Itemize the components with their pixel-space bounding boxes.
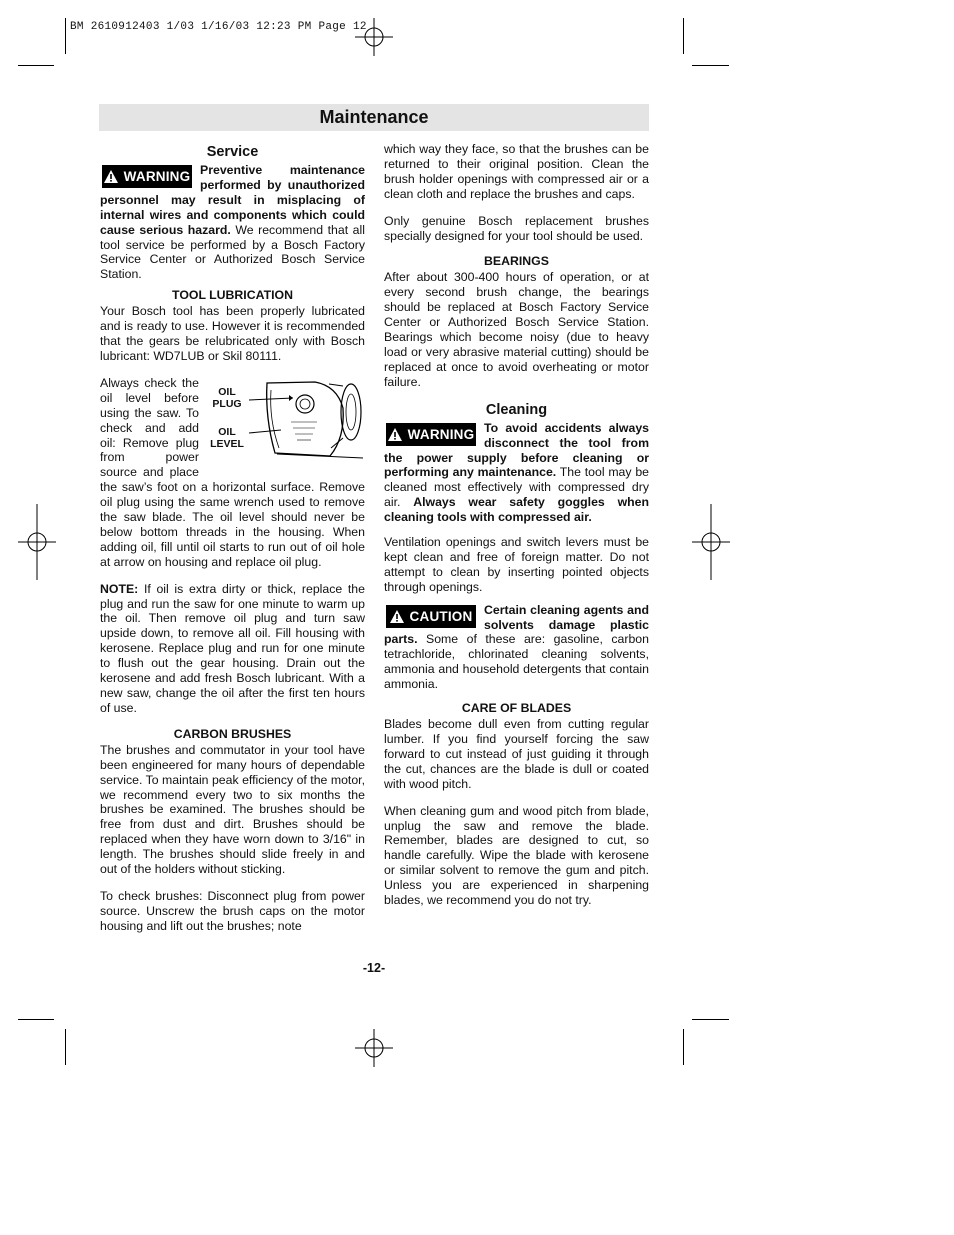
warning-triangle-icon xyxy=(104,170,118,183)
crop-mark xyxy=(683,18,684,54)
cleaning-caution-bold: Certain cleaning agents and solvents damage plastic parts. xyxy=(384,602,649,647)
care-of-blades-para2: When cleaning gum and wood pitch from blade, unplug the saw and remove the blade. Remember, blades are designed to cut, so handle carefully. Wipe the blade with kerosene or similar solvent to remove the gum and pitch. Unless you are experienced in sharpening blades, we recommend you do not try. xyxy=(384,803,649,908)
warning-badge xyxy=(386,423,476,446)
registration-mark xyxy=(692,504,730,580)
page-title: Maintenance xyxy=(99,104,649,131)
service-heading: Service xyxy=(206,144,259,160)
service-warning-bold: Preventive maintenance performed by unauthorized personnel may result in misplacing of internal wires and components which could cause serious hazard. xyxy=(100,163,365,237)
registration-mark xyxy=(355,18,393,56)
service-warning-paragraph xyxy=(100,163,365,282)
warning-badge xyxy=(102,165,192,188)
cleaning-warning-paragraph xyxy=(384,421,649,525)
crop-mark xyxy=(692,1019,729,1020)
warning-label: WARNING xyxy=(123,169,191,184)
carbon-brushes-para2-start: To check brushes: Disconnect plug from power source. Unscrew the brush caps on the motor housing and lift out the brushes; note xyxy=(100,888,365,933)
bearings-para1: After about 300-400 hours of operation, or at every second brush change, the bearings should be replaced at Bosch Factory Service Center or Authorized Bosch Service Station. Bearings which become noisy (due to heavy load or very abrasive material cutting) should be replaced at once to avoid overheating or motor failure. xyxy=(384,270,649,389)
right-column xyxy=(384,142,649,914)
cleaning-warning-bold2: Always wear safety goggles when cleaning tools with compressed air. xyxy=(384,495,649,525)
crop-mark xyxy=(18,65,54,66)
print-slug-line: BM 2610912403 1/03 1/16/03 12:23 PM Page 12 xyxy=(70,21,367,33)
crop-mark xyxy=(65,1029,66,1065)
note-label: NOTE: xyxy=(100,581,139,596)
cleaning-caution-paragraph xyxy=(384,603,649,692)
registration-mark xyxy=(18,504,56,580)
warning-triangle-icon xyxy=(388,428,402,441)
left-column xyxy=(100,143,365,934)
care-of-blades-heading: CARE OF BLADES xyxy=(461,701,572,716)
crop-mark xyxy=(65,18,66,54)
gear-housing-illustration xyxy=(205,378,365,466)
cleaning-warning-text: The tool may be cleaned most effectively with compressed dry air. xyxy=(384,465,649,510)
carbon-brushes-para1: The brushes and commutator in your tool have been engineered for many hours of dependable service. To maintain peak efficiency of the motor, we recommend every two to six months the brushes be examined. The brushes should be free from dust and dirt. Brushes should be replaced when they have worn down to 3/16" in length. The brushes should slide freely in and out of the holders without sticking. xyxy=(100,742,365,877)
carbon-brushes-heading: CARBON BRUSHES xyxy=(173,726,292,741)
oil-level-figure xyxy=(205,378,365,466)
cleaning-heading: Cleaning xyxy=(485,401,548,418)
warning-label: WARNING xyxy=(407,426,475,442)
tool-lubrication-para2 xyxy=(100,376,365,570)
caution-label: CAUTION xyxy=(409,608,473,624)
carbon-brushes-para2-continued: which way they face, so that the brushes can be returned to their original position. Clean the brush holder openings with compressed air or a clean cloth and replace the brushes and caps. xyxy=(384,142,649,201)
oil-level-label: OIL LEVEL xyxy=(210,425,244,450)
tool-lubrication-para2-text: Always check the oil level before using the saw. To check and add oil: Remove plug from power source and place the saw’s foot on a horizontal surface. Remove oil plug using the same wrench used to remove the saw blade. The oil level should never be below bottom threads in the housing. When adding oil, fill until oil starts to run out of oil hole at arrow on housing and replace oil plug. xyxy=(100,375,365,569)
note-text: If oil is extra dirty or thick, replace the plug and run the saw for one minute to warm up the oil. Then remove oil plug and turn saw upside down, to remove all oil. Fill housing with kerosene. Replace plug and run for one minute to flush out the gear housing. Drain out the kerosene and add fresh Bosch lubricant. With a new saw, change the oil after the first ten hours of use. xyxy=(100,581,365,715)
caution-badge xyxy=(386,605,476,628)
registration-mark xyxy=(355,1029,393,1067)
care-of-blades-para1: Blades become dull even from cutting regular lumber. If you find yourself forcing the saw forward to cut instead of just guiding it through the cut, chances are the blade is dull or coated with wood pitch. xyxy=(384,717,649,791)
cleaning-para2: Ventilation openings and switch levers must be kept clean and free of foreign matter. Do not attempt to clean by inserting pointed objects through openings. xyxy=(384,535,649,594)
cleaning-caution-text: Some of these are: gasoline, carbon tetrachloride, chlorinated cleaning solvents, ammonia and household detergents that contain ammonia. xyxy=(384,632,649,692)
tool-lubrication-para1: Your Bosch tool has been properly lubricated and is ready to use. However it is recommended that the gears be relubricated only with Bosch lubricant: WD7LUB or Skil 80111. xyxy=(100,304,365,363)
oil-plug-label: OIL PLUG xyxy=(212,385,242,410)
crop-mark xyxy=(692,65,729,66)
note-paragraph xyxy=(100,582,365,716)
tool-lubrication-heading: TOOL LUBRICATION xyxy=(172,288,293,303)
crop-mark xyxy=(683,1029,684,1065)
cleaning-warning-bold: To avoid accidents always disconnect the tool from the power supply before cleaning or performing any maintenance. xyxy=(384,420,649,480)
warning-triangle-icon xyxy=(390,610,404,623)
bearings-heading: BEARINGS xyxy=(484,254,549,269)
crop-mark xyxy=(18,1019,54,1020)
service-warning-text: We recommend that all tool service be performed by a Bosch Factory Service Center or Authorized Bosch Service Station. xyxy=(100,222,365,282)
carbon-brushes-para3: Only genuine Bosch replacement brushes specially designed for your tool should be used. xyxy=(384,213,649,243)
page-number: -12- xyxy=(362,961,386,975)
